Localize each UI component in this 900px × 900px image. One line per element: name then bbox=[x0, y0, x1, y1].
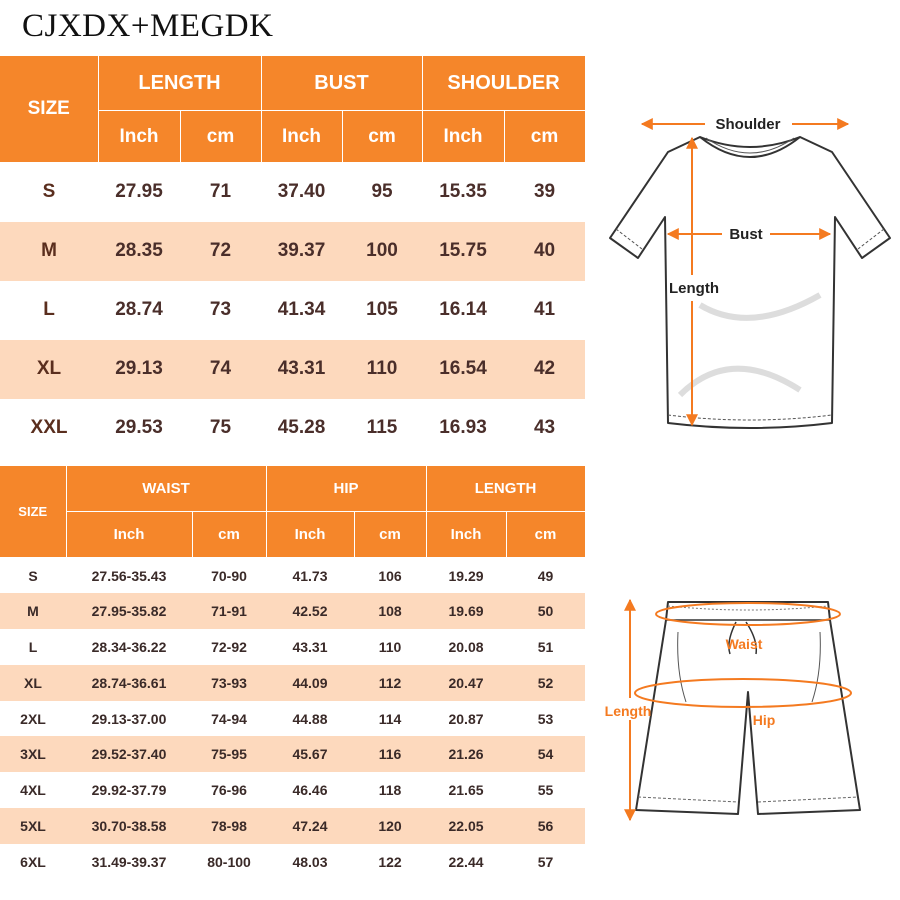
measure-cell: 106 bbox=[378, 567, 402, 584]
measure-cell: 22.44 bbox=[448, 853, 484, 870]
table-row bbox=[0, 701, 585, 737]
measure-cell: 31.49-39.37 bbox=[91, 853, 167, 870]
length-header: LENGTH bbox=[426, 466, 585, 512]
measure-cell: 27.95-35.82 bbox=[66, 593, 192, 629]
measure-cell: 30.70-38.58 bbox=[66, 808, 192, 844]
unit-header: cm bbox=[342, 111, 422, 163]
shorts-diagram bbox=[598, 592, 878, 827]
measure-cell: 20.47 bbox=[426, 665, 506, 701]
length-header: LENGTH bbox=[98, 56, 261, 111]
size-cell: S bbox=[42, 181, 56, 203]
table-row bbox=[0, 593, 585, 629]
size-cell: L bbox=[28, 638, 38, 655]
measure-cell: 108 bbox=[354, 593, 426, 629]
measure-cell: 28.35 bbox=[98, 222, 180, 281]
waist-label: Waist bbox=[725, 636, 763, 652]
size-cell: 2XL bbox=[20, 710, 46, 727]
measure-cell: 42.52 bbox=[266, 593, 354, 629]
length-label: Length bbox=[669, 280, 719, 297]
table-row bbox=[0, 808, 585, 844]
measure-cell: 54 bbox=[506, 736, 585, 772]
measure-cell: 71 bbox=[209, 181, 232, 203]
measure-cell: 50 bbox=[506, 593, 585, 629]
table-row bbox=[0, 629, 585, 665]
size-cell: 5XL bbox=[0, 808, 66, 844]
measure-cell: 15.75 bbox=[422, 222, 504, 281]
measure-cell: 29.52-37.40 bbox=[66, 736, 192, 772]
measure-cell: 29.92-37.79 bbox=[91, 782, 167, 799]
table-row bbox=[0, 665, 585, 701]
measure-cell: 71-91 bbox=[192, 593, 266, 629]
measure-cell: 49 bbox=[537, 567, 554, 584]
measure-cell: 105 bbox=[366, 299, 398, 320]
measure-cell: 48.03 bbox=[292, 853, 328, 870]
unit-header: cm bbox=[354, 512, 426, 558]
brand-title: CJXDX+MEGDK bbox=[22, 8, 274, 44]
measure-cell: 51 bbox=[537, 638, 554, 655]
measure-cell: 72-92 bbox=[211, 638, 247, 655]
hip-label: Hip bbox=[752, 712, 776, 728]
measure-cell: 16.93 bbox=[439, 417, 487, 438]
measure-cell: 120 bbox=[354, 808, 426, 844]
measure-cell: 16.14 bbox=[439, 299, 487, 320]
table-row bbox=[0, 340, 585, 399]
measure-cell: 20.08 bbox=[448, 638, 484, 655]
size-header: SIZE bbox=[0, 56, 98, 163]
measure-cell: 19.69 bbox=[426, 593, 506, 629]
measure-cell: 16.54 bbox=[422, 340, 504, 399]
measure-cell: 29.13-37.00 bbox=[91, 710, 167, 727]
measure-cell: 45.67 bbox=[266, 736, 354, 772]
measure-cell: 41.73 bbox=[292, 567, 328, 584]
measure-cell: 43.31 bbox=[261, 340, 342, 399]
tshirt-diagram bbox=[600, 105, 900, 440]
bust-label: Bust bbox=[729, 226, 763, 243]
measure-cell: 57 bbox=[537, 853, 554, 870]
unit-header: cm bbox=[506, 512, 585, 558]
measure-cell: 52 bbox=[506, 665, 585, 701]
measure-cell: 21.26 bbox=[426, 736, 506, 772]
measure-cell: 29.53 bbox=[115, 417, 163, 438]
measure-cell: 22.05 bbox=[426, 808, 506, 844]
measure-cell: 110 bbox=[342, 340, 422, 399]
measure-cell: 55 bbox=[537, 782, 554, 799]
measure-cell: 45.28 bbox=[277, 417, 326, 438]
measure-cell: 78-98 bbox=[192, 808, 266, 844]
size-cell: M bbox=[0, 222, 98, 281]
measure-cell: 70-90 bbox=[211, 567, 247, 584]
measure-cell: 40 bbox=[504, 222, 585, 281]
bottom-table-body bbox=[0, 558, 585, 880]
measure-cell: 28.74-36.61 bbox=[66, 665, 192, 701]
size-cell: S bbox=[28, 567, 38, 584]
measure-cell: 110 bbox=[378, 638, 402, 655]
table-row bbox=[0, 558, 585, 594]
unit-header: Inch bbox=[98, 111, 180, 163]
measure-cell: 37.40 bbox=[277, 181, 326, 203]
table-row bbox=[0, 281, 585, 340]
size-cell: M bbox=[0, 593, 66, 629]
table-row bbox=[0, 163, 585, 222]
size-cell: XL bbox=[0, 665, 66, 701]
unit-header: Inch bbox=[66, 512, 192, 558]
size-cell: XXL bbox=[30, 417, 68, 438]
measure-cell: 39.37 bbox=[261, 222, 342, 281]
measure-cell: 19.29 bbox=[448, 567, 484, 584]
unit-header: Inch bbox=[261, 111, 342, 163]
size-cell: 6XL bbox=[20, 853, 46, 870]
bust-header: BUST bbox=[261, 56, 422, 111]
measure-cell: 72 bbox=[180, 222, 261, 281]
tshirt-icon bbox=[610, 137, 890, 428]
waist-header: WAIST bbox=[66, 466, 266, 512]
measure-cell: 74 bbox=[180, 340, 261, 399]
measure-cell: 44.09 bbox=[266, 665, 354, 701]
unit-header: cm bbox=[192, 512, 266, 558]
measure-cell: 53 bbox=[537, 710, 554, 727]
measure-cell: 47.24 bbox=[266, 808, 354, 844]
measure-cell: 73-93 bbox=[192, 665, 266, 701]
size-header: SIZE bbox=[0, 466, 66, 558]
bottom-size-table bbox=[0, 465, 586, 880]
measure-cell: 44.88 bbox=[292, 710, 328, 727]
unit-header: cm bbox=[504, 111, 585, 163]
unit-header: cm bbox=[180, 111, 261, 163]
measure-cell: 118 bbox=[378, 782, 402, 799]
table-row bbox=[0, 399, 585, 458]
measure-cell: 76-96 bbox=[211, 782, 247, 799]
measure-cell: 46.46 bbox=[292, 782, 328, 799]
measure-cell: 39 bbox=[533, 181, 556, 203]
size-cell: 3XL bbox=[0, 736, 66, 772]
measure-cell: 80-100 bbox=[207, 853, 251, 870]
unit-header: Inch bbox=[422, 111, 504, 163]
measure-cell: 114 bbox=[378, 710, 402, 727]
shorts-icon bbox=[636, 602, 860, 814]
measure-cell: 115 bbox=[366, 417, 398, 438]
measure-cell: 122 bbox=[378, 853, 402, 870]
measure-cell: 75 bbox=[209, 417, 232, 438]
measure-cell: 43.31 bbox=[292, 638, 328, 655]
top-table-body bbox=[0, 163, 585, 458]
measure-cell: 100 bbox=[342, 222, 422, 281]
hip-header: HIP bbox=[266, 466, 426, 512]
shoulder-label: Shoulder bbox=[715, 116, 781, 133]
measure-cell: 28.34-36.22 bbox=[91, 638, 167, 655]
measure-cell: 95 bbox=[371, 181, 393, 203]
shorts-length-label: Length bbox=[604, 703, 652, 719]
measure-cell: 73 bbox=[209, 299, 232, 320]
table-row bbox=[0, 772, 585, 808]
measure-cell: 29.13 bbox=[98, 340, 180, 399]
measure-cell: 75-95 bbox=[192, 736, 266, 772]
top-size-table bbox=[0, 55, 586, 458]
unit-header: Inch bbox=[266, 512, 354, 558]
measure-cell: 56 bbox=[506, 808, 585, 844]
size-cell: XL bbox=[0, 340, 98, 399]
size-cell: L bbox=[43, 299, 55, 320]
measure-cell: 20.87 bbox=[448, 710, 484, 727]
measure-cell: 74-94 bbox=[211, 710, 247, 727]
measure-cell: 116 bbox=[354, 736, 426, 772]
measure-cell: 42 bbox=[504, 340, 585, 399]
measure-cell: 27.95 bbox=[115, 181, 163, 203]
measure-cell: 21.65 bbox=[448, 782, 484, 799]
measure-cell: 15.35 bbox=[439, 181, 487, 203]
measure-cell: 27.56-35.43 bbox=[91, 567, 167, 584]
measure-cell: 41 bbox=[533, 299, 556, 320]
table-row bbox=[0, 736, 585, 772]
measure-cell: 112 bbox=[354, 665, 426, 701]
measure-cell: 41.34 bbox=[277, 299, 326, 320]
table-row bbox=[0, 222, 585, 281]
unit-header: Inch bbox=[426, 512, 506, 558]
shoulder-header: SHOULDER bbox=[422, 56, 585, 111]
table-row bbox=[0, 844, 585, 880]
size-cell: 4XL bbox=[20, 782, 46, 799]
measure-cell: 28.74 bbox=[115, 299, 163, 320]
measure-cell: 43 bbox=[533, 417, 556, 438]
